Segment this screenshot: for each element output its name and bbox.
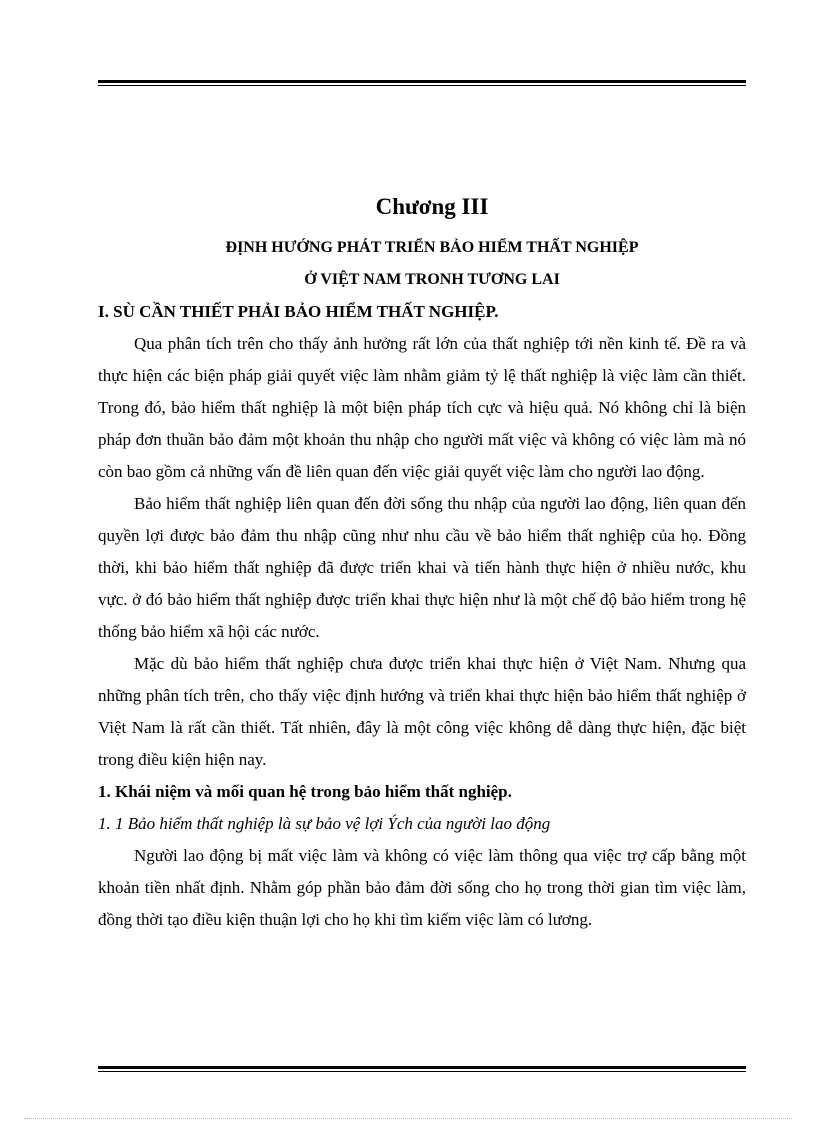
footer-rule	[98, 1066, 746, 1072]
chapter-title-line-1: ĐỊNH HƯỚNG PHÁT TRIỂN BẢO HIỂM THẤT NGHIỆP	[225, 239, 639, 256]
page-content	[98, 190, 746, 936]
chapter-heading: Chương III	[375, 194, 489, 219]
page-edge-divider	[24, 1118, 792, 1119]
subsubsection-heading: 1. 1 Bảo hiểm thất nghiệp là sự bảo vệ lợi Ých của người lao động	[98, 814, 551, 833]
paragraph: Mặc dù bảo hiểm thất nghiệp chưa được triển khai thực hiện ở Việt Nam. Nhưng qua những phân tích trên, cho thấy việc định hướng và triển khai thực hiện bảo hiểm thất nghiệp ở Việt Nam là rất cần thiết. Tất nhiên, đây là một công việc không dễ dàng thực hiện, đặc biệt trong điều kiện hiện nay.	[98, 654, 746, 769]
subsection-heading: 1. Khái niệm và mối quan hệ trong bảo hiểm thất nghiệp.	[98, 782, 512, 801]
header-rule	[98, 80, 746, 86]
paragraph: Bảo hiểm thất nghiệp liên quan đến đời sống thu nhập của người lao động, liên quan đến quyền lợi được bảo đảm thu nhập cũng như nhu cầu về bảo hiểm thất nghiệp của họ. Đồng thời, khi bảo hiểm thất nghiệp đã được triển khai và tiến hành thực hiện ở nhiều nước, khu vực. ở đó bảo hiểm thất nghiệp được triển khai thực hiện như là một chế độ bảo hiểm trong hệ thống bảo hiểm xã hội các nước.	[98, 494, 746, 641]
paragraph: Người lao động bị mất việc làm và không có việc làm thông qua việc trợ cấp bằng một khoản tiền nhất định. Nhằm góp phần bảo đảm đời sống cho họ trong thời gian tìm việc làm, đồng thời tạo điều kiện thuận lợi cho họ khi tìm kiếm việc làm có lương.	[98, 846, 746, 929]
paragraph: Qua phân tích trên cho thấy ảnh hưởng rất lớn của thất nghiệp tới nền kinh tế. Đề ra và thực hiện các biện pháp giải quyết việc làm nhằm giảm tỷ lệ thất nghiệp là việc làm cần thiết. Trong đó, bảo hiểm thất nghiệp là một biện pháp tích cực và hiệu quả. Nó không chỉ là biện pháp đơn thuần bảo đảm một khoản thu nhập cho người mất việc và không có việc làm mà nó còn bao gồm cả những vấn đề liên quan đến việc giải quyết việc làm cho người lao động.	[98, 334, 746, 481]
section-heading: I. SÙ CẦN THIẾT PHẢI BẢO HIỂM THẤT NGHIỆP.	[98, 302, 499, 321]
chapter-title-line-2: Ở VIỆT NAM TRONH TƯƠNG LAI	[304, 271, 560, 288]
